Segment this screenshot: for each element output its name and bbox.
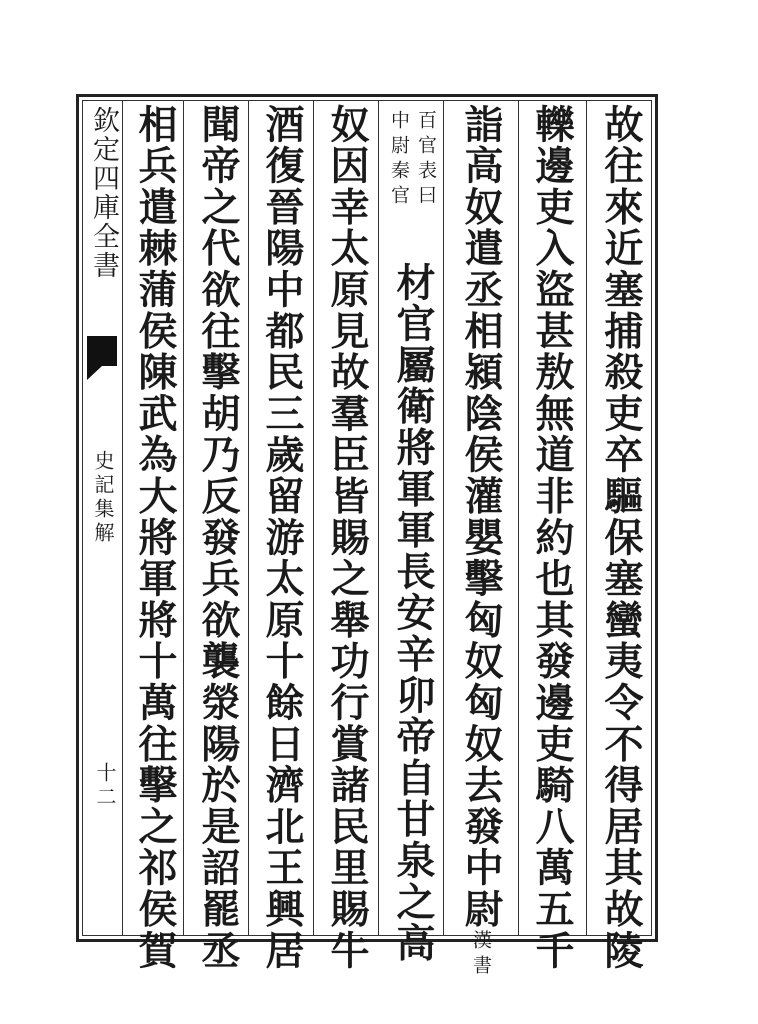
column-divider [313, 100, 314, 936]
book-title: 史記集解 [91, 450, 115, 546]
text-column-8: 相兵遣棘蒲侯陳武為大將軍將十萬往擊之祁侯賀 [132, 104, 178, 972]
text-column-1: 故往來近塞捕殺吏卒驅保塞蠻夷令不得居其故陵 [598, 104, 644, 972]
text-column-6: 酒復晉陽中都民三歲留游太原十餘日濟北王興居 [259, 104, 305, 972]
column-divider [122, 100, 123, 936]
column-divider [586, 100, 587, 936]
column-divider [518, 100, 519, 936]
annotation-line-left: 中尉秦官 [388, 110, 410, 210]
text-column-7: 聞帝之代欲往擊胡乃反發兵欲襲滎陽於是詔罷丞 [195, 104, 241, 972]
column-divider [248, 100, 249, 936]
text-column-3 [452, 104, 510, 980]
fishtail-mark-icon [87, 336, 117, 366]
annotation-note: 漢書 [470, 930, 492, 980]
text-column-2: 轢邊吏入盜甚敖無道非約也其發邊吏騎八萬五千 [529, 104, 575, 972]
collection-title: 欽定四庫全書 [88, 106, 119, 280]
column-divider [443, 100, 444, 936]
column-divider [378, 100, 379, 936]
text-column-4: 材官屬衛將軍軍長安辛卯帝自甘泉之高 [390, 262, 436, 965]
annotation-line-right: 百官表曰 [415, 110, 437, 210]
page-number: 十二 [93, 762, 117, 810]
text-column-3-main: 詣高奴遣丞相潁陰侯灌嬰擊匈奴匈奴去發中尉 [458, 104, 504, 930]
text-column-5: 奴因幸太原見故羣臣皆賜之舉功行賞諸民里賜牛 [324, 104, 370, 972]
